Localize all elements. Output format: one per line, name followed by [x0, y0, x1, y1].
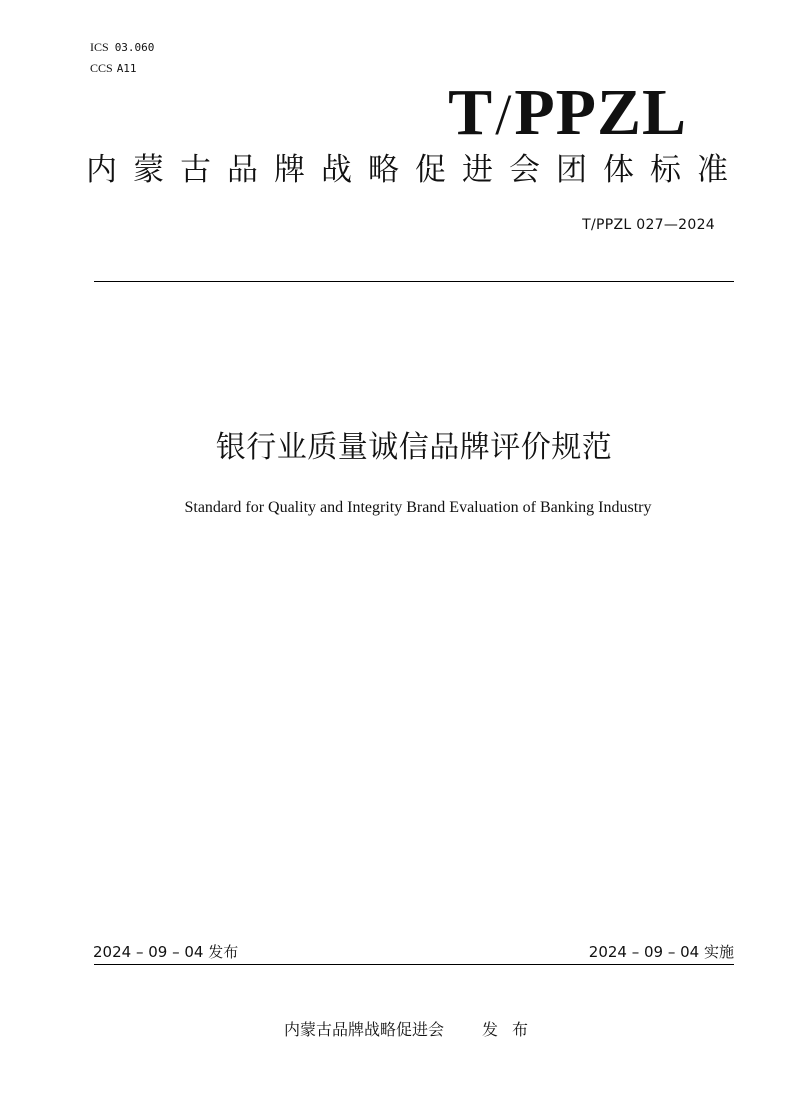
code-logo-slash: / [495, 82, 513, 147]
publisher-name: 内蒙古品牌战略促进会 [283, 1020, 444, 1039]
standard-number: T/PPZL 027—2024 [582, 217, 715, 233]
ccs-code [90, 61, 137, 76]
org-standard-title [86, 150, 728, 190]
document-title-en: Standard for Quality and Integrity Brand Evaluation of Banking Industry [184, 499, 652, 516]
org-title-char: 体 [603, 152, 634, 188]
ccs-value: A11 [116, 62, 137, 75]
org-title-char: 战 [321, 152, 352, 188]
code-logo-t: T [448, 76, 494, 149]
implementation-date: 2024 – 09 – 04 实施 [588, 943, 734, 961]
footer-divider [94, 964, 734, 965]
org-title-char: 蒙 [133, 152, 164, 188]
org-title-char: 牌 [274, 152, 305, 188]
ics-label: ICS [90, 40, 109, 54]
publish-action-char: 布 [512, 1020, 529, 1039]
document-title-cn: 银行业质量诚信品牌评价规范 [215, 430, 613, 465]
header-divider [94, 281, 734, 282]
org-title-char: 略 [368, 152, 399, 188]
org-title-char: 会 [509, 152, 540, 188]
org-title-char: 促 [415, 152, 446, 188]
org-title-char: 品 [227, 152, 258, 188]
ics-code [90, 40, 154, 55]
standard-code-logo [448, 78, 687, 150]
org-title-char: 标 [650, 152, 681, 188]
issue-date: 2024 – 09 – 04 发布 [93, 943, 239, 961]
org-title-char: 古 [180, 152, 211, 188]
ccs-label: CCS [90, 61, 113, 75]
org-title-char: 团 [556, 152, 587, 188]
org-title-char: 准 [697, 152, 728, 188]
org-title-char: 内 [86, 152, 117, 188]
ics-value: 03.060 [114, 41, 155, 54]
publish-action-char: 发 [481, 1020, 498, 1039]
publisher-line [0, 1020, 790, 1040]
org-title-char: 进 [462, 152, 493, 188]
code-logo-rest: PPZL [514, 76, 687, 149]
